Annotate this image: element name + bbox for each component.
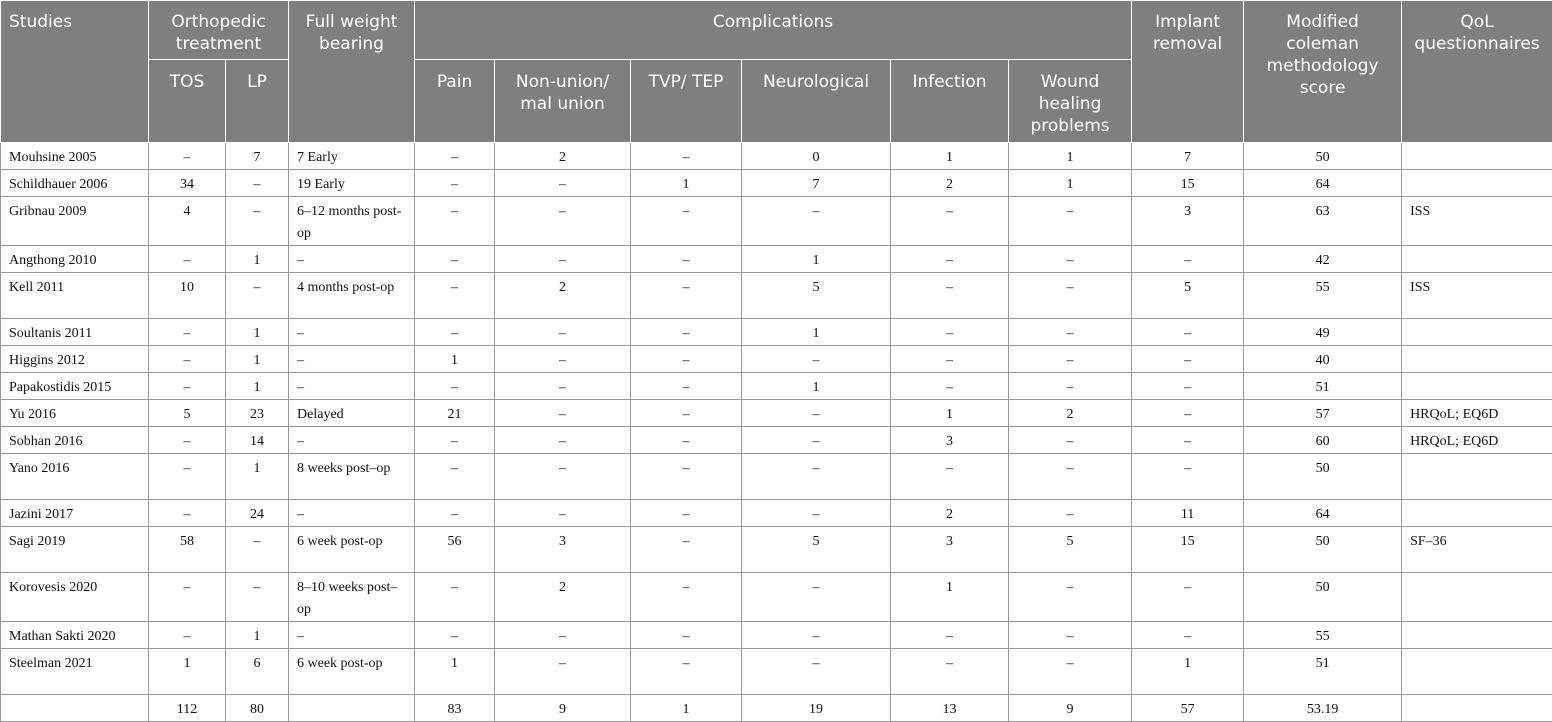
- cell-nonunion: –: [495, 319, 631, 346]
- cell-coleman: 55: [1244, 273, 1402, 319]
- cell-infection: –: [891, 319, 1009, 346]
- header-lp: LP: [226, 60, 289, 143]
- table-row: [1, 143, 1552, 170]
- cell-tvp: –: [631, 527, 742, 573]
- cell-tos: 58: [149, 527, 226, 573]
- cell-tos: –: [149, 143, 226, 170]
- cell-fwb: –: [289, 622, 415, 649]
- cell-study: Schildhauer 2006: [1, 170, 149, 197]
- cell-wound: –: [1009, 273, 1132, 319]
- cell-neuro: –: [742, 649, 891, 695]
- cell-infection: –: [891, 373, 1009, 400]
- cell-qol: [1402, 454, 1552, 500]
- cell-tos: 1: [149, 649, 226, 695]
- table-row: [1, 527, 1552, 573]
- cell-coleman: 50: [1244, 527, 1402, 573]
- cell-lp: 1: [226, 346, 289, 373]
- cell-infection: 1: [891, 573, 1009, 622]
- cell-neuro: 5: [742, 273, 891, 319]
- cell-fwb: 6–12 months post-op: [289, 197, 415, 246]
- cell-fwb: –: [289, 373, 415, 400]
- cell-neuro: 19: [742, 695, 891, 722]
- cell-implant: 7: [1132, 143, 1244, 170]
- cell-implant: –: [1132, 373, 1244, 400]
- table-row: [1, 427, 1552, 454]
- cell-qol: HRQoL; EQ6D: [1402, 427, 1552, 454]
- cell-fwb: –: [289, 246, 415, 273]
- cell-infection: –: [891, 649, 1009, 695]
- cell-pain: –: [415, 454, 495, 500]
- cell-tvp: –: [631, 649, 742, 695]
- cell-pain: 1: [415, 649, 495, 695]
- cell-study: Papakostidis 2015: [1, 373, 149, 400]
- cell-qol: [1402, 143, 1552, 170]
- cell-tvp: –: [631, 319, 742, 346]
- header-wound-healing: Wound healing problems: [1009, 60, 1132, 143]
- cell-implant: 5: [1132, 273, 1244, 319]
- header-studies: Studies: [1, 1, 149, 143]
- cell-wound: 9: [1009, 695, 1132, 722]
- cell-wound: –: [1009, 649, 1132, 695]
- table-row: [1, 170, 1552, 197]
- cell-tvp: –: [631, 346, 742, 373]
- cell-fwb: Delayed: [289, 400, 415, 427]
- cell-implant: 3: [1132, 197, 1244, 246]
- cell-lp: –: [226, 573, 289, 622]
- cell-study: Korovesis 2020: [1, 573, 149, 622]
- cell-lp: 1: [226, 246, 289, 273]
- cell-neuro: 5: [742, 527, 891, 573]
- cell-coleman: 40: [1244, 346, 1402, 373]
- cell-coleman: 64: [1244, 170, 1402, 197]
- cell-coleman: 49: [1244, 319, 1402, 346]
- cell-qol: ISS: [1402, 197, 1552, 246]
- cell-fwb: –: [289, 427, 415, 454]
- cell-coleman: 50: [1244, 454, 1402, 500]
- cell-qol: [1402, 500, 1552, 527]
- cell-lp: 1: [226, 454, 289, 500]
- cell-fwb: –: [289, 346, 415, 373]
- table-row: [1, 197, 1552, 246]
- cell-study: Sobhan 2016: [1, 427, 149, 454]
- cell-infection: 3: [891, 427, 1009, 454]
- cell-implant: –: [1132, 400, 1244, 427]
- cell-wound: 2: [1009, 400, 1132, 427]
- cell-nonunion: –: [495, 622, 631, 649]
- cell-tvp: –: [631, 427, 742, 454]
- cell-study: Higgins 2012: [1, 346, 149, 373]
- cell-tos: –: [149, 500, 226, 527]
- cell-wound: –: [1009, 622, 1132, 649]
- header-orthopedic-treatment: Orthopedic treatment: [149, 1, 289, 60]
- cell-lp: –: [226, 273, 289, 319]
- cell-wound: –: [1009, 500, 1132, 527]
- cell-neuro: 7: [742, 170, 891, 197]
- cell-pain: –: [415, 170, 495, 197]
- cell-infection: 2: [891, 170, 1009, 197]
- header-neurological: Neurological: [742, 60, 891, 143]
- header-tvp-tep: TVP/ TEP: [631, 60, 742, 143]
- cell-infection: –: [891, 346, 1009, 373]
- cell-lp: –: [226, 527, 289, 573]
- cell-lp: 14: [226, 427, 289, 454]
- table-row: [1, 346, 1552, 373]
- cell-fwb: 8–10 weeks post–op: [289, 573, 415, 622]
- cell-pain: –: [415, 500, 495, 527]
- cell-tos: –: [149, 373, 226, 400]
- cell-wound: –: [1009, 346, 1132, 373]
- cell-fwb: 8 weeks post–op: [289, 454, 415, 500]
- cell-wound: –: [1009, 246, 1132, 273]
- cell-fwb: 4 months post-op: [289, 273, 415, 319]
- cell-neuro: 1: [742, 246, 891, 273]
- cell-pain: –: [415, 622, 495, 649]
- cell-neuro: –: [742, 400, 891, 427]
- cell-implant: 11: [1132, 500, 1244, 527]
- cell-qol: [1402, 622, 1552, 649]
- cell-lp: 80: [226, 695, 289, 722]
- cell-pain: –: [415, 273, 495, 319]
- cell-implant: –: [1132, 346, 1244, 373]
- cell-nonunion: –: [495, 346, 631, 373]
- cell-study: [1, 695, 149, 722]
- cell-nonunion: –: [495, 400, 631, 427]
- cell-tvp: –: [631, 400, 742, 427]
- cell-pain: –: [415, 197, 495, 246]
- cell-tos: –: [149, 319, 226, 346]
- cell-tos: 10: [149, 273, 226, 319]
- cell-nonunion: –: [495, 454, 631, 500]
- table-row: [1, 500, 1552, 527]
- cell-nonunion: –: [495, 649, 631, 695]
- cell-fwb: 19 Early: [289, 170, 415, 197]
- cell-study: Jazini 2017: [1, 500, 149, 527]
- cell-fwb: 7 Early: [289, 143, 415, 170]
- cell-lp: 24: [226, 500, 289, 527]
- cell-wound: –: [1009, 573, 1132, 622]
- cell-tos: –: [149, 622, 226, 649]
- header-tos: TOS: [149, 60, 226, 143]
- cell-fwb: 6 week post-op: [289, 527, 415, 573]
- cell-study: Angthong 2010: [1, 246, 149, 273]
- cell-study: Mathan Sakti 2020: [1, 622, 149, 649]
- cell-coleman: 63: [1244, 197, 1402, 246]
- cell-tvp: –: [631, 197, 742, 246]
- cell-tos: –: [149, 573, 226, 622]
- cell-qol: [1402, 649, 1552, 695]
- cell-neuro: –: [742, 500, 891, 527]
- cell-lp: –: [226, 170, 289, 197]
- cell-wound: –: [1009, 319, 1132, 346]
- header-coleman-score: Modified coleman methodology score: [1244, 1, 1402, 143]
- cell-implant: –: [1132, 573, 1244, 622]
- cell-pain: –: [415, 143, 495, 170]
- cell-coleman: 55: [1244, 622, 1402, 649]
- cell-study: Yano 2016: [1, 454, 149, 500]
- table-row: [1, 400, 1552, 427]
- cell-tos: –: [149, 427, 226, 454]
- cell-tvp: –: [631, 273, 742, 319]
- cell-infection: –: [891, 454, 1009, 500]
- cell-qol: [1402, 695, 1552, 722]
- cell-coleman: 60: [1244, 427, 1402, 454]
- cell-fwb: [289, 695, 415, 722]
- cell-nonunion: –: [495, 500, 631, 527]
- cell-nonunion: 3: [495, 527, 631, 573]
- cell-qol: [1402, 319, 1552, 346]
- cell-implant: –: [1132, 454, 1244, 500]
- cell-tvp: 1: [631, 170, 742, 197]
- cell-infection: 1: [891, 143, 1009, 170]
- cell-lp: –: [226, 197, 289, 246]
- cell-pain: –: [415, 246, 495, 273]
- cell-nonunion: 2: [495, 573, 631, 622]
- cell-implant: 15: [1132, 527, 1244, 573]
- cell-nonunion: –: [495, 427, 631, 454]
- cell-neuro: –: [742, 197, 891, 246]
- cell-study: Mouhsine 2005: [1, 143, 149, 170]
- cell-tvp: –: [631, 454, 742, 500]
- cell-pain: 83: [415, 695, 495, 722]
- table-row: [1, 573, 1552, 622]
- cell-tvp: –: [631, 373, 742, 400]
- cell-tvp: –: [631, 622, 742, 649]
- cell-qol: ISS: [1402, 273, 1552, 319]
- cell-wound: 5: [1009, 527, 1132, 573]
- cell-neuro: 1: [742, 319, 891, 346]
- cell-lp: 6: [226, 649, 289, 695]
- cell-tos: 112: [149, 695, 226, 722]
- table-row: [1, 454, 1552, 500]
- cell-nonunion: 2: [495, 273, 631, 319]
- header-infection: Infection: [891, 60, 1009, 143]
- cell-lp: 1: [226, 319, 289, 346]
- header-qol-questionnaires: QoL questionnaires: [1402, 1, 1552, 143]
- cell-nonunion: –: [495, 246, 631, 273]
- cell-pain: –: [415, 319, 495, 346]
- cell-pain: –: [415, 427, 495, 454]
- cell-study: Gribnau 2009: [1, 197, 149, 246]
- cell-wound: 1: [1009, 170, 1132, 197]
- cell-infection: 3: [891, 527, 1009, 573]
- cell-implant: –: [1132, 246, 1244, 273]
- table-row: [1, 319, 1552, 346]
- cell-tvp: –: [631, 246, 742, 273]
- cell-infection: –: [891, 273, 1009, 319]
- cell-pain: 1: [415, 346, 495, 373]
- cell-neuro: 1: [742, 373, 891, 400]
- cell-infection: –: [891, 622, 1009, 649]
- cell-coleman: 51: [1244, 649, 1402, 695]
- cell-coleman: 51: [1244, 373, 1402, 400]
- cell-fwb: –: [289, 319, 415, 346]
- cell-tvp: –: [631, 143, 742, 170]
- cell-tos: 5: [149, 400, 226, 427]
- cell-wound: –: [1009, 427, 1132, 454]
- cell-tvp: –: [631, 500, 742, 527]
- cell-nonunion: 2: [495, 143, 631, 170]
- cell-lp: 1: [226, 373, 289, 400]
- cell-tos: 4: [149, 197, 226, 246]
- cell-infection: –: [891, 246, 1009, 273]
- header-implant-removal: Implant removal: [1132, 1, 1244, 143]
- header-non-union: Non-union/ mal union: [495, 60, 631, 143]
- table-body: [1, 143, 1552, 722]
- cell-tos: –: [149, 246, 226, 273]
- cell-study: Steelman 2021: [1, 649, 149, 695]
- table-row: [1, 246, 1552, 273]
- cell-pain: 21: [415, 400, 495, 427]
- cell-coleman: 50: [1244, 143, 1402, 170]
- cell-implant: 1: [1132, 649, 1244, 695]
- cell-study: Kell 2011: [1, 273, 149, 319]
- table-row: [1, 273, 1552, 319]
- table-row: [1, 373, 1552, 400]
- cell-pain: 56: [415, 527, 495, 573]
- header-full-weight-bearing: Full weight bearing: [289, 1, 415, 143]
- cell-pain: –: [415, 573, 495, 622]
- cell-neuro: –: [742, 427, 891, 454]
- cell-wound: –: [1009, 373, 1132, 400]
- table-row: [1, 649, 1552, 695]
- cell-infection: –: [891, 197, 1009, 246]
- cell-coleman: 64: [1244, 500, 1402, 527]
- cell-infection: 13: [891, 695, 1009, 722]
- cell-implant: –: [1132, 427, 1244, 454]
- totals-row: [1, 695, 1552, 722]
- cell-tvp: 1: [631, 695, 742, 722]
- cell-coleman: 57: [1244, 400, 1402, 427]
- cell-qol: HRQoL; EQ6D: [1402, 400, 1552, 427]
- cell-qol: [1402, 346, 1552, 373]
- cell-nonunion: –: [495, 373, 631, 400]
- cell-neuro: –: [742, 454, 891, 500]
- header-pain: Pain: [415, 60, 495, 143]
- cell-lp: 1: [226, 622, 289, 649]
- cell-tos: –: [149, 346, 226, 373]
- cell-study: Yu 2016: [1, 400, 149, 427]
- cell-infection: 1: [891, 400, 1009, 427]
- cell-study: Sagi 2019: [1, 527, 149, 573]
- cell-fwb: 6 week post-op: [289, 649, 415, 695]
- cell-qol: [1402, 573, 1552, 622]
- cell-qol: [1402, 373, 1552, 400]
- cell-pain: –: [415, 373, 495, 400]
- cell-wound: –: [1009, 454, 1132, 500]
- cell-fwb: –: [289, 500, 415, 527]
- cell-wound: 1: [1009, 143, 1132, 170]
- cell-qol: SF–36: [1402, 527, 1552, 573]
- cell-qol: [1402, 246, 1552, 273]
- cell-neuro: 0: [742, 143, 891, 170]
- cell-tos: –: [149, 454, 226, 500]
- cell-nonunion: 9: [495, 695, 631, 722]
- cell-wound: –: [1009, 197, 1132, 246]
- header-complications: Complications: [415, 1, 1132, 60]
- cell-tvp: –: [631, 573, 742, 622]
- cell-lp: 7: [226, 143, 289, 170]
- cell-neuro: –: [742, 622, 891, 649]
- cell-neuro: –: [742, 346, 891, 373]
- cell-nonunion: –: [495, 197, 631, 246]
- cell-nonunion: –: [495, 170, 631, 197]
- cell-neuro: –: [742, 573, 891, 622]
- cell-coleman: 50: [1244, 573, 1402, 622]
- cell-lp: 23: [226, 400, 289, 427]
- cell-coleman: 53.19: [1244, 695, 1402, 722]
- cell-implant: –: [1132, 622, 1244, 649]
- cell-infection: 2: [891, 500, 1009, 527]
- cell-implant: 15: [1132, 170, 1244, 197]
- cell-implant: 57: [1132, 695, 1244, 722]
- table-row: [1, 622, 1552, 649]
- cell-study: Soultanis 2011: [1, 319, 149, 346]
- cell-tos: 34: [149, 170, 226, 197]
- cell-coleman: 42: [1244, 246, 1402, 273]
- cell-qol: [1402, 170, 1552, 197]
- cell-implant: –: [1132, 319, 1244, 346]
